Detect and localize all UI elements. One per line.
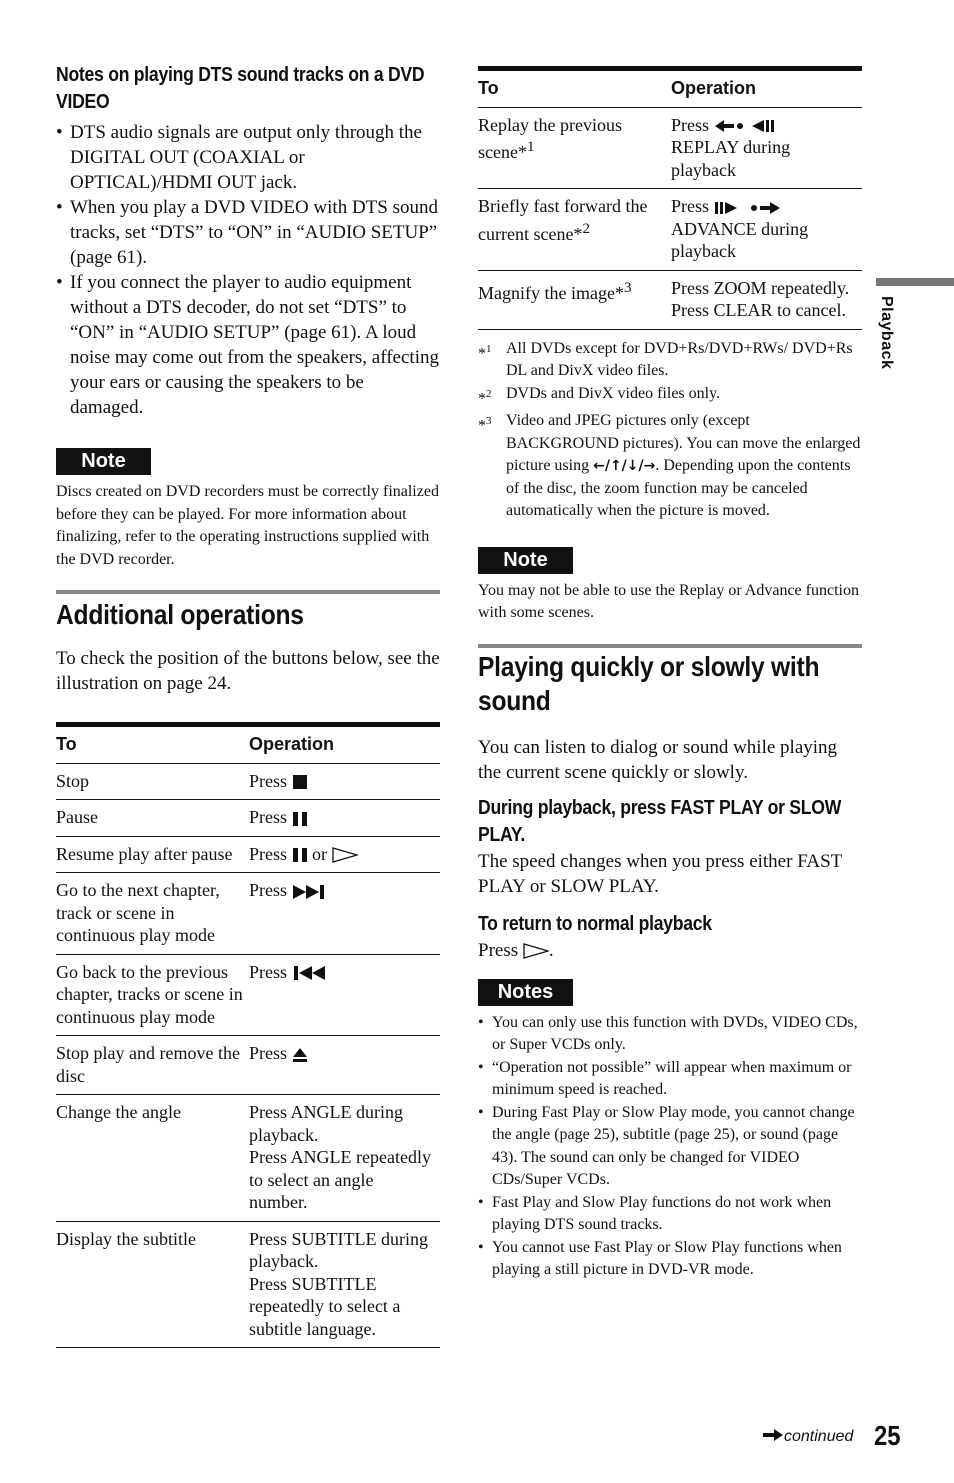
footnote-text: DVDs and DivX video files only.	[506, 384, 721, 402]
previous-icon	[292, 965, 326, 981]
column-header-operation: Operation	[249, 725, 440, 764]
arrow-right-icon	[762, 1428, 784, 1442]
note-badge: Note	[478, 547, 573, 574]
footnote	[478, 410, 862, 523]
cell-text: Press	[249, 770, 288, 791]
footnote-mark	[478, 338, 506, 383]
list-item: • During Fast Play or Slow Play mode, you cannot change the angle (page 25), subtitle (page 25), or sound (page 43). The sound can only be changed for VIDEO CDs/Super VCDs.	[478, 1102, 862, 1192]
cell-text: REPLAY during playback	[671, 137, 791, 180]
list-item: • “Operation not possible” will appear when maximum or minimum speed is reached.	[478, 1057, 862, 1102]
cell-to	[478, 107, 671, 189]
stop-icon	[292, 774, 308, 790]
cell-text: Press ZOOM repeatedly. Press CLEAR to cancel.	[671, 277, 850, 320]
table-row	[56, 763, 440, 800]
cell-to	[478, 189, 671, 271]
cell-to: Stop	[56, 763, 249, 800]
replay-advance-table	[478, 66, 862, 330]
arrow-keys-icon: ←/↑/↓/→	[593, 458, 656, 475]
cell-to: Resume play after pause	[56, 836, 249, 873]
cell-text: Press	[249, 880, 288, 900]
footnote-mark	[478, 410, 506, 523]
left-column	[56, 62, 440, 1348]
footnote-ref: 2	[582, 220, 590, 237]
footnote-text-part: Video and JPEG pictures only (except BACKGROUND pictures). You can move the enlarged picture using	[506, 412, 861, 475]
notes-list	[478, 1012, 862, 1282]
cell-text: Press ANGLE repeatedly to select an angle number.	[249, 1147, 431, 1212]
cell-to: Display the subtitle	[56, 1221, 249, 1348]
footnote-number: 3	[486, 415, 492, 428]
cell-operation	[249, 800, 440, 837]
cell-text: Briefly fast forward the current scene*	[478, 196, 648, 244]
list-item: • When you play a DVD VIDEO with DTS sound tracks, set “DTS” to “ON” in “AUDIO SETUP” (page 61).	[56, 195, 440, 270]
section-title: Playing quickly or slowly with sound	[478, 650, 820, 716]
note-badge: Note	[56, 448, 151, 475]
footnote-text-part: . Depending upon the contents of the disc, the zoom function may be canceled automatically when the picture is moved.	[506, 457, 851, 520]
continued-text: continued	[784, 1428, 854, 1445]
side-tab-label: Playback	[878, 296, 895, 370]
cell-text: ADVANCE during playback	[671, 218, 809, 261]
cell-text: Press	[249, 843, 288, 864]
play-icon	[332, 847, 358, 863]
cell-text: Press	[671, 196, 710, 216]
dts-notes-list	[56, 120, 440, 420]
list-item: • Fast Play and Slow Play functions do not work when playing DTS sound tracks.	[478, 1192, 862, 1237]
table-row	[56, 1036, 440, 1095]
return-text	[478, 938, 862, 963]
table-row	[478, 189, 862, 271]
footnote-mark	[478, 383, 506, 411]
footnote-number: 2	[486, 387, 492, 400]
notes-badge: Notes	[478, 979, 573, 1006]
return-heading: To return to normal playback	[478, 912, 712, 935]
list-item: • You cannot use Fast Play or Slow Play functions when playing a still picture in DVD-VR mode.	[478, 1237, 862, 1282]
footnote-text: All DVDs except for DVD+Rs/DVD+RWs/ DVD+Rs DL and DivX video files.	[506, 339, 853, 379]
step-text: The speed changes when you press either FAST PLAY or SLOW PLAY.	[478, 850, 842, 897]
cell-to	[478, 270, 671, 329]
cell-operation	[249, 836, 440, 873]
footnote-star: *	[478, 417, 486, 435]
section-intro: You can listen to dialog or sound while playing the current scene quickly or slowly.	[478, 736, 838, 783]
footnote-text	[506, 410, 862, 523]
cell-text: or	[312, 843, 328, 864]
column-header-to: To	[478, 69, 671, 108]
cell-text: Press	[249, 1043, 288, 1063]
cell-text: Press ANGLE during playback.	[249, 1102, 403, 1145]
section-rule	[478, 644, 862, 648]
pause-icon	[292, 847, 308, 863]
footnote-star: *	[478, 389, 486, 407]
column-header-operation: Operation	[671, 69, 862, 108]
table-row	[56, 954, 440, 1036]
cell-text: Magnify the image*	[478, 282, 624, 303]
cell-to: Change the angle	[56, 1095, 249, 1222]
cell-operation	[671, 270, 862, 329]
replay-icon	[714, 118, 778, 134]
cell-operation	[249, 1036, 440, 1095]
note-text: Discs created on DVD recorders must be correctly finalized before they can be played. For more information about finalizing, refer to the operating instructions supplied with the DVD recorder.	[56, 483, 439, 568]
table-row	[56, 836, 440, 873]
eject-icon	[292, 1047, 308, 1063]
cell-operation	[671, 107, 862, 189]
cell-to: Stop play and remove the disc	[56, 1036, 249, 1095]
footnote-star: *	[478, 344, 486, 362]
cell-text: Press SUBTITLE repeatedly to select a subtitle language.	[249, 1273, 401, 1339]
cell-text: Replay the previous scene*	[478, 114, 622, 162]
cell-text: Press	[249, 961, 288, 982]
dts-notes-heading: Notes on playing DTS sound tracks on a DVD VIDEO	[56, 64, 425, 113]
column-header-to: To	[56, 725, 249, 764]
list-item: • If you connect the player to audio equipment without a DTS decoder, do not set “DTS” to “ON” in “AUDIO SETUP” (page 61). A loud noise may come out from the speakers, affecting your ears or causing the speakers to be damaged.	[56, 270, 440, 420]
footnote	[478, 338, 862, 383]
operations-table	[56, 722, 440, 1348]
table-row	[56, 1221, 440, 1348]
continued-indicator	[762, 1428, 853, 1446]
cell-operation	[671, 189, 862, 271]
side-tab-bar	[876, 278, 954, 286]
cell-to: Go to the next chapter, track or scene in continuous play mode	[56, 873, 249, 955]
table-header-row	[478, 69, 862, 108]
table-row	[478, 270, 862, 329]
table-row	[56, 800, 440, 837]
cell-operation	[249, 763, 440, 800]
step-heading: During playback, press FAST PLAY or SLOW PLAY.	[478, 796, 842, 846]
footnote-ref: 3	[623, 279, 632, 296]
cell-text: Press	[671, 114, 710, 135]
cell-text: Press SUBTITLE during playback.	[249, 1228, 428, 1271]
table-row	[478, 107, 862, 189]
table-row	[56, 1095, 440, 1222]
footnote	[478, 383, 862, 411]
return-text-part: Press	[478, 939, 519, 961]
pause-icon	[292, 811, 308, 827]
cell-text: Press	[249, 807, 288, 827]
cell-operation	[249, 1221, 440, 1348]
section-title: Additional operations	[56, 599, 304, 630]
cell-to: Go back to the previous chapter, tracks or scene in continuous play mode	[56, 954, 249, 1036]
page-number: 25	[874, 1420, 901, 1451]
play-icon	[523, 943, 549, 959]
footnotes	[478, 338, 862, 523]
cell-operation	[249, 873, 440, 955]
cell-operation	[249, 954, 440, 1036]
return-text-part: .	[548, 939, 554, 961]
footnote-number: 1	[486, 342, 492, 355]
next-icon	[292, 884, 326, 900]
cell-to: Pause	[56, 800, 249, 837]
section-rule	[56, 590, 440, 594]
right-column	[478, 66, 862, 1282]
section-intro: To check the position of the buttons below, see the illustration on page 24.	[56, 648, 440, 694]
list-item: • You can only use this function with DVDs, VIDEO CDs, or Super VCDs only.	[478, 1012, 862, 1057]
table-row	[56, 873, 440, 955]
table-header-row	[56, 725, 440, 764]
note-text: You may not be able to use the Replay or Advance function with some scenes.	[478, 581, 859, 622]
advance-icon	[714, 200, 784, 216]
footnote-ref: 1	[526, 139, 535, 155]
list-item: • DTS audio signals are output only through the DIGITAL OUT (COAXIAL or OPTICAL)/HDMI OUT jack.	[56, 120, 440, 195]
cell-operation	[249, 1095, 440, 1222]
